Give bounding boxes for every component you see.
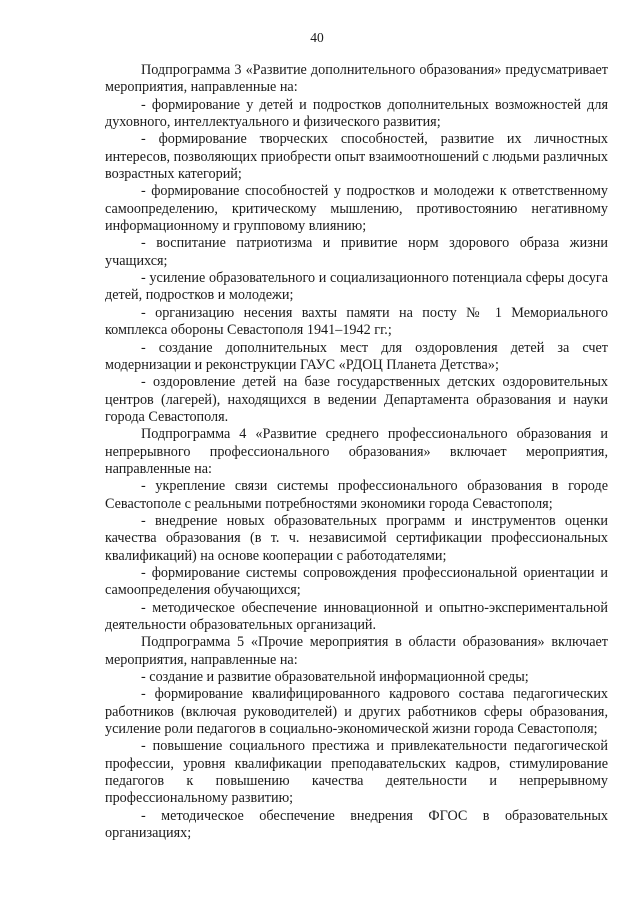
list-item: - методическое обеспечение инновационной и опытно-экспериментальной деятельности образовательных организаций. <box>105 599 608 633</box>
list-item: - создание и развитие образовательной информационной среды; <box>141 669 529 686</box>
list-item: - укрепление связи системы профессионального образования в городе Севастополе с реальными потребностями экономики города Севастополя; <box>105 478 608 512</box>
list-item: - повышение социального престижа и привлекательности педагогической профессии, уровня квалификации преподавательских кадров, стимулирование педагогов к повышению качества деятельности и непрерывному профессиональному развитию; <box>105 738 608 807</box>
list-item: - формирование квалифицированного кадрового состава педагогических работников (включая руководителей) и других работников сферы образования, усиление роли педагогов в социально-экономической жизни города Севастополя; <box>105 686 608 738</box>
paragraph-subprogram-4-intro: Подпрограмма 4 «Развитие среднего профессионального образования и непрерывного профессионального образования» включает мероприятия, направленные на: <box>105 426 608 477</box>
document-body <box>105 62 608 842</box>
page-number: 40 <box>310 30 324 45</box>
list-item: - оздоровление детей на базе государственных детских оздоровительных центров (лагерей), находящихся в ведении Департамента образования и науки города Севастополя. <box>105 374 608 425</box>
list-item: - методическое обеспечение внедрения ФГОС в образовательных организациях; <box>105 807 608 842</box>
list-item: - создание дополнительных мест для оздоровления детей за счет модернизации и реконструкции ГАУС «РДОЦ Планета Детства»; <box>105 339 608 373</box>
paragraph-subprogram-3-intro: Подпрограмма 3 «Развитие дополнительного образования» предусматривает мероприятия, направленные на: <box>105 62 608 96</box>
paragraph-subprogram-5-intro: Подпрограмма 5 «Прочие мероприятия в области образования» включает мероприятия, направленные на: <box>105 634 608 668</box>
list-item: - формирование способностей у подростков и молодежи к ответственному самоопределению, критическому мышлению, противостоянию негативному информационному и групповому влиянию; <box>105 183 608 235</box>
list-item: - внедрение новых образовательных программ и инструментов оценки качества образования (в т. ч. независимой сертификации профессиональных квалификаций) на основе кооперации с работодателями; <box>105 512 608 564</box>
list-item: - формирование творческих способностей, развитие их личностных интересов, позволяющих приобрести опыт взаимоотношений с людьми различных возрастных категорий; <box>105 131 608 183</box>
list-item: - усиление образовательного и социализационного потенциала сферы досуга детей, подростков и молодежи; <box>105 270 608 304</box>
list-item: - формирование системы сопровождения профессиональной ориентации и самоопределения обучающихся; <box>105 564 608 599</box>
list-item: - воспитание патриотизма и привитие норм здорового образа жизни учащихся; <box>105 235 608 269</box>
list-item: - формирование у детей и подростков дополнительных возможностей для духовного, интеллектуального и физического развития; <box>105 96 608 131</box>
list-item: - организацию несения вахты памяти на посту № 1 Мемориального комплекса обороны Севастополя 1941–1942 гг.; <box>105 304 608 339</box>
